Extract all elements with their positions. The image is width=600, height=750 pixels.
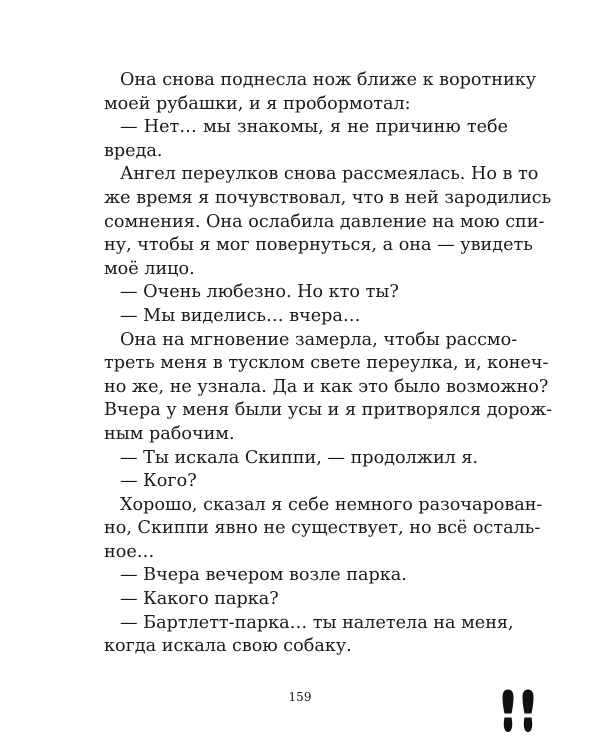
body-text [104,69,553,659]
text-line: когда искала свою собаку. [104,636,352,657]
text-line: — Нет… мы знакомы, я не причиню тебе [120,117,508,138]
text-line: сомнения. Она ослабила давление на мою спи- [104,211,545,232]
footprints-icon [500,689,536,733]
text-line: — Ты искала Скиппи, — продолжил я. [120,447,479,468]
page-number: 159 [288,690,312,704]
text-line: но, Скиппи явно не существует, но всё осталь- [104,518,541,539]
text-line: Она на мгновение замерла, чтобы рассмо- [120,329,518,350]
text-line: — Какого парка? [120,589,279,610]
text-line: — Кого? [120,471,197,492]
text-line: Хорошо, сказал я себе немного разочарован- [120,494,543,515]
text-line: моё лицо. [104,258,195,279]
text-line: — Вчера вечером возле парка. [120,565,407,586]
text-line: ное… [104,541,155,562]
text-line: ным рабочим. [104,423,235,444]
text-line: треть меня в тусклом свете переулка, и, конеч- [104,353,549,374]
text-line: моей рубашки, и я пробормотал: [104,93,411,114]
text-line: — Очень любезно. Но кто ты? [120,282,399,303]
text-line: Ангел переулков снова рассмеялась. Но в то [120,164,539,185]
text-line: — Мы виделись… вчера… [120,305,361,326]
text-line: Она снова поднесла нож ближе к воротнику [120,70,537,90]
text-line: ну, чтобы я мог повернуться, а она — увидеть [104,235,533,256]
text-line: вреда. [104,140,163,161]
text-line: же время я почувствовал, что в ней зародились [104,187,552,208]
text-line: Вчера у меня были усы и я притворялся дорож- [104,400,553,421]
text-line: но же, не узнала. Да и как это было возможно? [104,376,549,397]
text-line: — Бартлетт-парка… ты налетела на меня, [120,612,514,633]
